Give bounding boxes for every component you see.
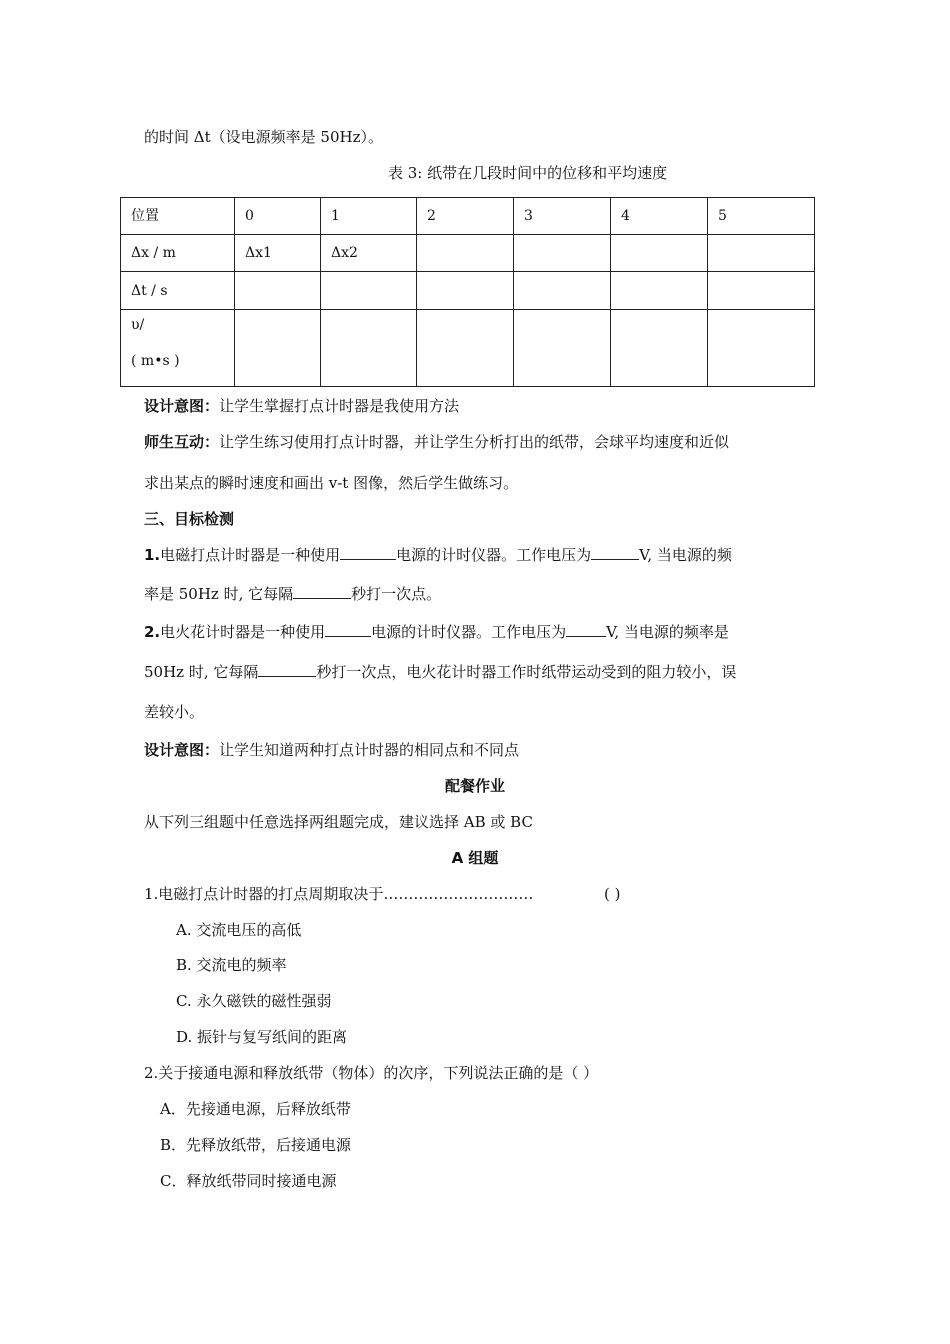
table-cell <box>611 310 708 387</box>
table-cell <box>611 272 708 310</box>
question-text: 秒打一次点，电火花计时器工作时纸带运动受到的阻力较小，误 <box>316 663 737 681</box>
question-text: 电火花计时器是一种使用 <box>160 623 326 641</box>
header-cell: 5 <box>708 198 815 235</box>
question-2-line-1 <box>144 622 729 642</box>
interaction-text-1: 让学生练习使用打点计时器，并让学生分析打出的纸带，会球平均速度和近似 <box>219 433 730 451</box>
table-cell <box>611 235 708 272</box>
table-cell <box>417 235 514 272</box>
velocity-label-line1: υ/ <box>131 317 145 333</box>
mc1-option: C. 永久磁铁的磁性强弱 <box>176 992 332 1010</box>
table-cell <box>514 235 611 272</box>
table-cell <box>321 310 417 387</box>
mc2-option: B．先释放纸带，后接通电源 <box>160 1136 352 1154</box>
interaction-label: 师生互动： <box>144 433 220 451</box>
question-text: 50Hz 时, 它每隔 <box>144 663 259 681</box>
design-intent-text: 让学生知道两种打点计时器的相同点和不同点 <box>219 741 520 759</box>
mc1-option: A. 交流电压的高低 <box>176 921 302 939</box>
table-cell <box>235 310 321 387</box>
answer-blank <box>591 545 639 560</box>
table-row <box>121 235 815 272</box>
mc2-option: A．先接通电源，后释放纸带 <box>160 1100 351 1118</box>
table-cell: Δt / s <box>121 272 235 310</box>
velocity-label-line2: ( m•s ) <box>131 353 180 369</box>
group-a-title: A 组题 <box>451 849 499 867</box>
question-2-line-2 <box>144 662 736 682</box>
table-cell <box>708 235 815 272</box>
question-number: 2. <box>144 623 161 641</box>
mc1-bracket: ( ) <box>604 885 621 903</box>
interaction-line-2: 求出某点的瞬时速度和画出 v-t 图像，然后学生做练习。 <box>144 474 519 492</box>
table-cell <box>514 272 611 310</box>
table-row-velocity <box>121 310 815 387</box>
design-intent-1 <box>144 396 459 416</box>
question-2-line-3: 差较小。 <box>144 703 205 721</box>
question-text: 电磁打点计时器是一种使用 <box>160 546 341 564</box>
table-cell <box>708 272 815 310</box>
table-cell <box>417 272 514 310</box>
table-cell <box>321 272 417 310</box>
header-cell: 0 <box>235 198 321 235</box>
mc1-option: B. 交流电的频率 <box>176 956 287 974</box>
question-text: 电源的计时仪器。工作电压为 <box>371 623 567 641</box>
answer-blank <box>293 584 351 599</box>
question-text: V, 当电源的频 <box>639 546 732 564</box>
header-cell: 2 <box>417 198 514 235</box>
table-cell: Δx / m <box>121 235 235 272</box>
answer-blank <box>340 545 396 560</box>
design-intent-text: 让学生掌握打点计时器是我使用方法 <box>219 397 460 415</box>
answer-blank <box>566 622 606 637</box>
question-number: 1. <box>144 546 161 564</box>
velocity-label-cell <box>121 310 235 387</box>
table-caption: 表 3: 纸带在几段时间中的位移和平均速度 <box>388 164 668 182</box>
answer-blank <box>325 622 371 637</box>
question-text: V, 当电源的频率是 <box>606 623 729 641</box>
answer-blank <box>258 662 316 677</box>
question-1-line-1 <box>144 545 732 565</box>
header-cell: 4 <box>611 198 708 235</box>
question-text: 秒打一次点。 <box>351 585 442 603</box>
table-cell: Δx2 <box>321 235 417 272</box>
mc1-stem: 1.电磁打点计时器的打点周期取决于………………………… <box>144 885 534 903</box>
design-intent-label: 设计意图： <box>144 397 220 415</box>
header-cell: 位置 <box>121 198 235 235</box>
question-1-line-2 <box>144 584 441 604</box>
header-cell: 3 <box>514 198 611 235</box>
question-text: 电源的计时仪器。工作电压为 <box>396 546 592 564</box>
table-header-row <box>121 198 815 235</box>
header-cell: 1 <box>321 198 417 235</box>
table-cell <box>708 310 815 387</box>
mc1-option: D. 振针与复写纸间的距离 <box>176 1028 348 1046</box>
table-cell <box>514 310 611 387</box>
design-intent-label: 设计意图： <box>144 741 220 759</box>
interaction-line-1 <box>144 432 729 452</box>
table-row <box>121 272 815 310</box>
question-text: 率是 50Hz 时, 它每隔 <box>144 585 294 603</box>
design-intent-2 <box>144 740 519 760</box>
section3-title: 三、目标检测 <box>144 510 235 528</box>
table-cell <box>417 310 514 387</box>
table-cell: Δx1 <box>235 235 321 272</box>
intro-line: 的时间 Δt（设电源频率是 50Hz）。 <box>144 128 383 146</box>
mc2-stem: 2.关于接通电源和释放纸带（物体）的次序，下列说法正确的是（ ） <box>144 1064 599 1082</box>
homework-instruction: 从下列三组题中任意选择两组题完成，建议选择 AB 或 BC <box>144 813 533 831</box>
table-cell <box>235 272 321 310</box>
mc2-option: C．释放纸带同时接通电源 <box>160 1172 337 1190</box>
displacement-velocity-table <box>120 197 815 387</box>
homework-title: 配餐作业 <box>444 777 505 795</box>
